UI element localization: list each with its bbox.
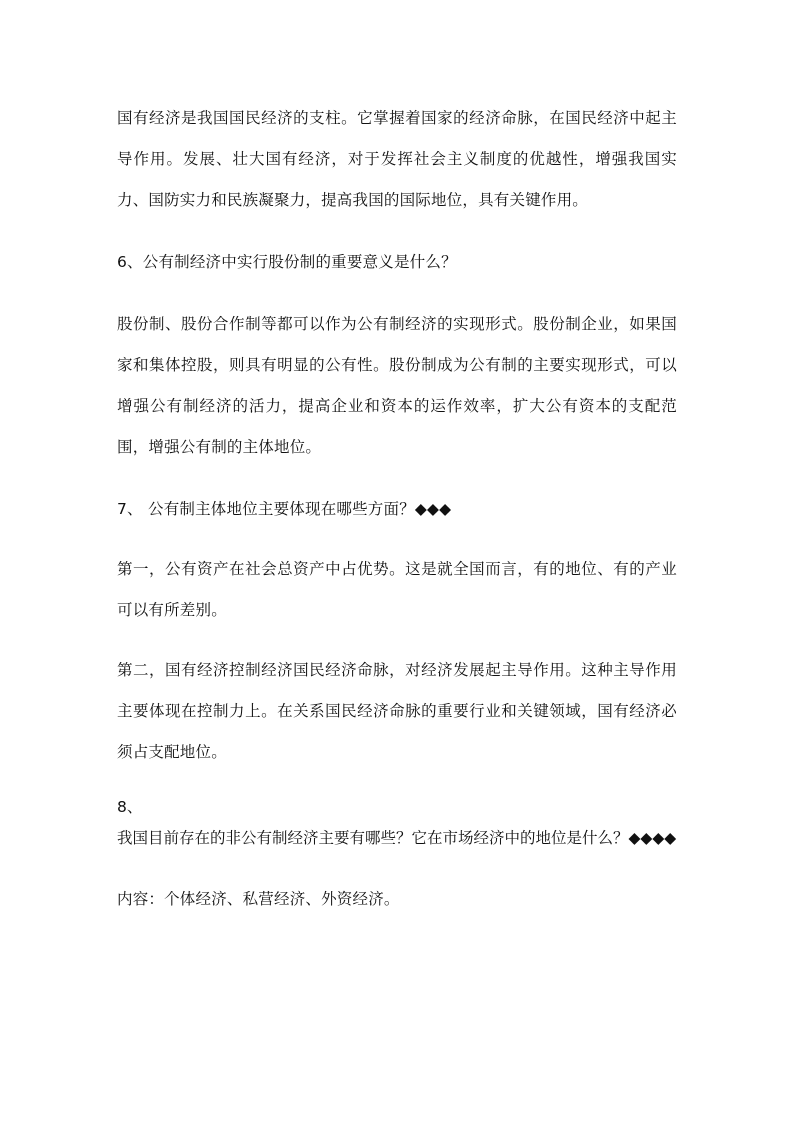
- paragraph-first-point: 第一，公有资产在社会总资产中占优势。这是就全国而言，有的地位、有的产业可以有所差别。: [117, 560, 677, 619]
- paragraph-second-point: 第二，国有经济控制经济国民经济命脉，对经济发展起主导作用。这种主导作用主要体现在控制力上。在关系国民经济命脉的重要行业和关键领域，国有经济必须占支配地位。: [117, 661, 677, 761]
- paragraph-joint-stock: 股份制、股份合作制等都可以作为公有制经济的实现形式。股份制企业，如果国家和集体控股，则具有明显的公有性。股份制成为公有制的主要实现形式，可以增强公有制经济的活力，提高企业和资本的运作效率，扩大公有资本的支配范围，增强公有制的主体地位。: [117, 315, 677, 456]
- question-7-number: 7、: [117, 500, 143, 518]
- question-6: 6、公有制经济中实行股份制的重要意义是什么？: [117, 253, 457, 271]
- question-8-number: 8、: [117, 798, 143, 816]
- paragraph-content: 内容：个体经济、私营经济、外资经济。: [117, 890, 400, 908]
- document-body: [117, 98, 677, 920]
- question-8-text: 我国目前存在的非公有制经济主要有哪些？它在市场经济中的地位是什么？◆◆◆◆: [117, 829, 677, 847]
- question-7-text: 公有制主体地位主要体现在哪些方面？◆◆◆: [148, 500, 452, 518]
- question-7: [117, 489, 677, 530]
- question-8: [117, 796, 677, 859]
- paragraph-state-economy: 国有经济是我国国民经济的支柱。它掌握着国家的经济命脉，在国民经济中起主导作用。发展、壮大国有经济，对于发挥社会主义制度的优越性，增强我国实力、国防实力和民族凝聚力，提高我国的国际地位，具有关键作用。: [117, 109, 677, 209]
